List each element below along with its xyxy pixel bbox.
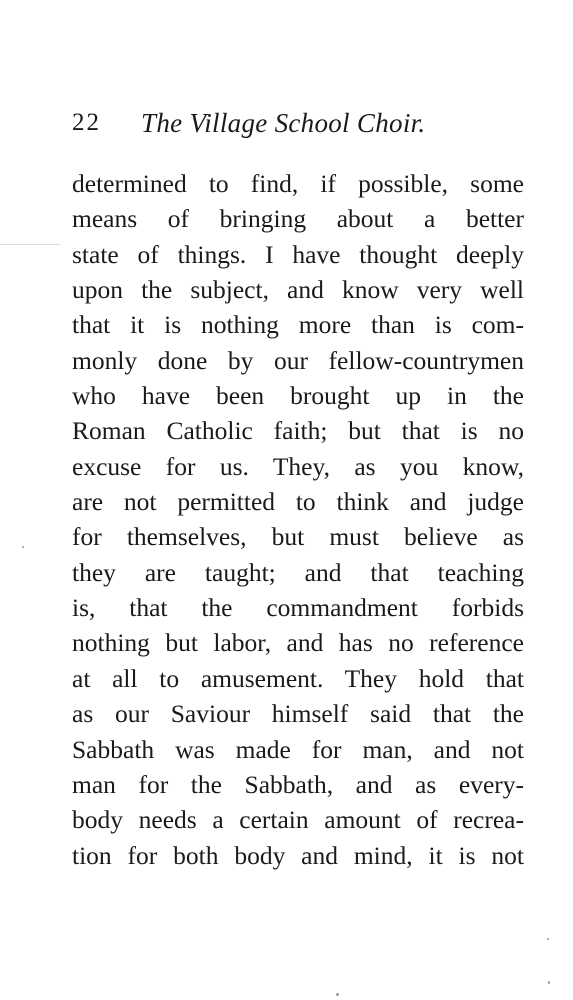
- text-line: as our Saviour himself said that the: [72, 699, 524, 729]
- running-header: [72, 103, 529, 143]
- text-line: state of things. I have thought deeply: [72, 239, 524, 269]
- text-line: excuse for us. They, as you know,: [72, 451, 524, 481]
- text-line: nothing but labor, and has no reference: [72, 628, 524, 658]
- scan-speck: [547, 938, 549, 940]
- text-line: tion for both body and mind, it is not: [72, 840, 524, 870]
- text-line: at all to amusement. They hold that: [72, 663, 524, 693]
- body-text: [72, 166, 524, 873]
- text-line: is, that the commandment forbids: [72, 593, 524, 623]
- text-line: upon the subject, and know very well: [72, 275, 524, 305]
- text-line: man for the Sabbath, and as every-: [72, 769, 524, 799]
- text-line: Roman Catholic faith; but that is no: [72, 416, 524, 446]
- text-line: body needs a certain amount of recrea-: [72, 805, 524, 835]
- text-line: for themselves, but must believe as: [72, 522, 524, 552]
- text-line: they are taught; and that teaching: [72, 557, 524, 587]
- scan-speck: [336, 993, 339, 996]
- text-line: Sabbath was made for man, and not: [72, 734, 524, 764]
- text-line: means of bringing about a better: [72, 204, 524, 234]
- running-title: The Village School Choir.: [141, 108, 426, 138]
- text-line: that it is nothing more than is com-: [72, 310, 524, 340]
- text-line: who have been brought up in the: [72, 381, 524, 411]
- scan-speck: [22, 546, 24, 548]
- text-line: determined to find, if possible, some: [72, 169, 524, 198]
- text-line: monly done by our fellow-countrymen: [72, 345, 524, 375]
- scan-mark: [0, 244, 60, 245]
- page-number: 22: [72, 109, 101, 136]
- text-line: are not permitted to think and judge: [72, 487, 524, 517]
- scan-speck: [548, 981, 550, 984]
